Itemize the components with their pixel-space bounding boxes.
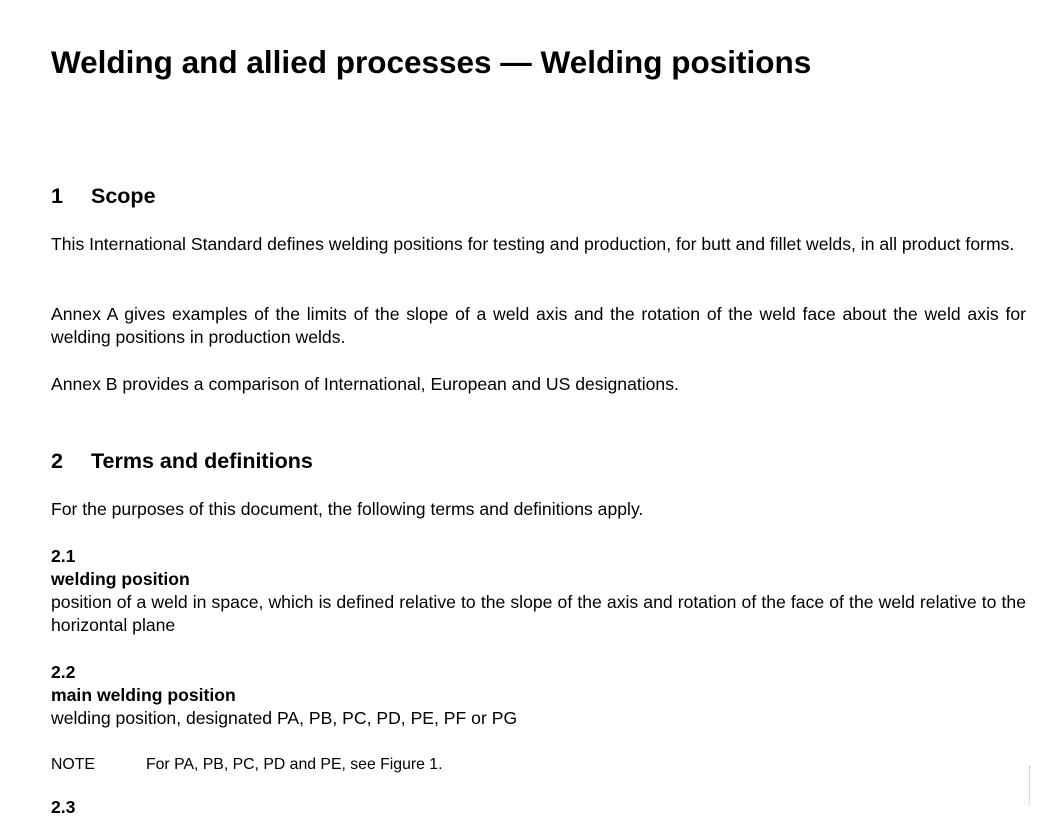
section-heading-terms [51,448,313,474]
section-number: 1 [51,184,63,208]
section-title: Terms and definitions [91,449,313,473]
page-edge-marks [1029,766,1034,804]
term-number: 2.2 [51,662,76,682]
term-entry [51,545,1026,637]
note-label: NOTE [51,756,95,773]
term-definition: welding position, designated PA, PB, PC, PD, PE, PF or PG [51,708,518,728]
document-page [51,0,1026,817]
term-name: main welding position [51,685,236,705]
section-title: Scope [91,184,156,208]
section-heading-scope [51,183,156,209]
note-text: For PA, PB, PC, PD and PE, see Figure 1. [146,756,443,773]
scope-paragraph-3: Annex B provides a comparison of International, European and US designations. [51,374,679,394]
terms-intro: For the purposes of this document, the following terms and definitions apply. [51,499,644,519]
section-number: 2 [51,449,63,473]
term-name: welding position [51,569,190,589]
term-definition: position of a weld in space, which is defined relative to the slope of the axis and rotation of the face of the weld relative to the horizontal plane [51,592,1026,635]
scope-paragraph-2: Annex A gives examples of the limits of the slope of a weld axis and the rotation of the weld face about the weld axis for welding positions in production welds. [51,304,1026,347]
term-number: 2.1 [51,546,76,566]
term-number-cut-off: 2.3 [51,797,76,817]
document-title: Welding and allied processes — Welding positions [51,44,812,80]
term-entry [51,661,1026,730]
note [51,754,442,776]
scope-paragraph-1: This International Standard defines welding positions for testing and production, for butt and fillet welds, in all product forms. [51,234,1015,254]
